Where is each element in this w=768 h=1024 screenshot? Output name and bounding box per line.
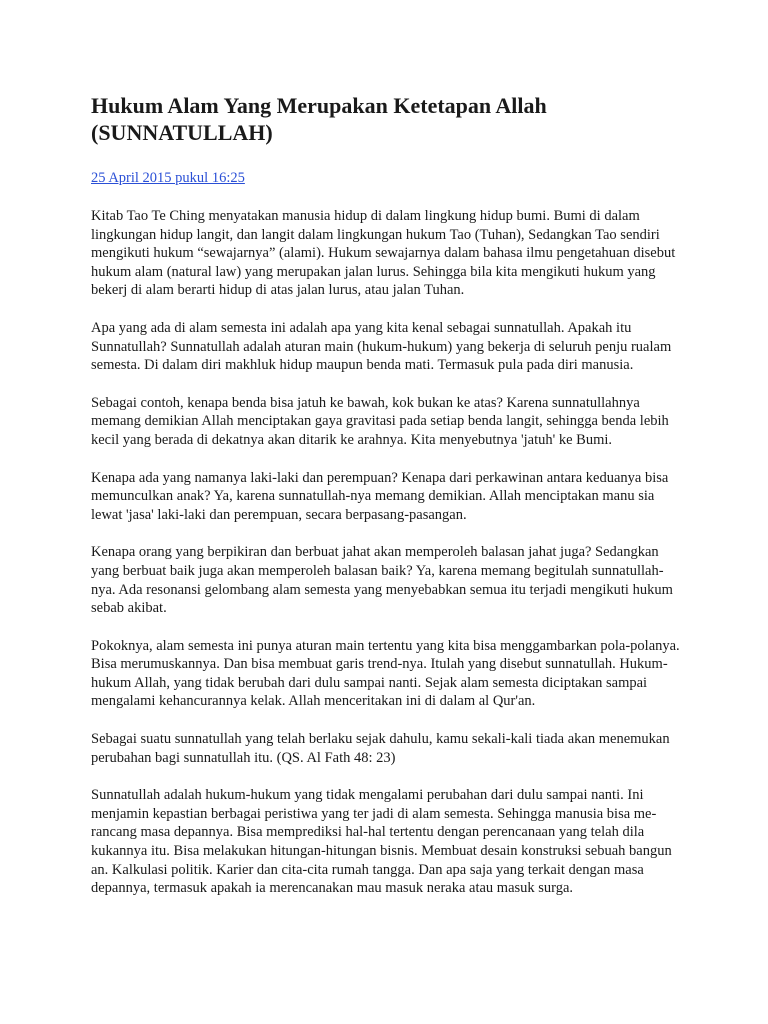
article-title-line-1: Hukum Alam Yang Merupakan Ketetapan Allah [91, 93, 547, 118]
article-title-line-2: (SUNNATULLAH) [91, 120, 273, 145]
paragraph-1: Kitab Tao Te Ching menyatakan manusia hidup di dalam lingkung hidup bumi. Bumi di dalam lingkungan hidup langit, dan langit dalam lingkungan hukum Tao (Tuhan), Sedangkan Tao sendiri mengikuti hukum “sewajarnya” (alami). Hukum sewajarnya dalam bahasa ilmu pengetahuan disebut hukum alam (natural law) yang merupakan jalan lurus. Sehingga bila kita mengikuti hukum yang bekerj di alam berarti hidup di atas jalan lurus, atau jalan Tuhan. [91, 208, 676, 299]
article [91, 92, 681, 917]
paragraph-8: Sunnatullah adalah hukum-hukum yang tidak mengalami perubahan dari dulu sampai nanti. Ini menjamin kepastian berbagai peristiwa yang ter jadi di alam semesta. Sehingga manusia bisa me-rancang masa depannya. Bisa memprediksi hal-hal tertentu dengan perencanaan yang telah dila kukannya itu. Bisa melakukan hitungan-hitungan bisnis. Membuat desain konstruksi sebuah bangun an. Kalkulasi politik. Karier dan cita-cita rumah tangga. Dan apa saja yang terkait dengan masa depannya, termasuk apakah ia merencanakan mau masuk neraka atau masuk surga. [91, 787, 672, 897]
post-date-link[interactable]: 25 April 2015 pukul 16:25 [91, 170, 245, 186]
paragraph-2: Apa yang ada di alam semesta ini adalah apa yang kita kenal sebagai sunnatullah. Apakah itu Sunnatullah? Sunnatullah adalah aturan main (hukum-hukum) yang bekerja di seluruh penju rualam semesta. Di dalam diri makhluk hidup maupun benda mati. Termasuk pula pada diri manusia. [91, 319, 672, 374]
paragraph-3: Sebagai contoh, kenapa benda bisa jatuh ke bawah, kok bukan ke atas? Karena sunnatullahnya memang demikian Allah menciptakan gaya gravitasi pada setiap benda langit, sehingga benda lebih kecil yang berada di dekatnya akan ditarik ke arahnya. Kita menyebutnya 'jatuh' ke Bumi. [91, 394, 669, 448]
paragraph-6: Pokoknya, alam semesta ini punya aturan main tertentu yang kita bisa menggambarkan pola-polanya. Bisa merumuskannya. Dan bisa membuat garis trend-nya. Itulah yang disebut sunnatullah. Hukum-hukum Allah, yang tidak berubah dari dulu sampai nanti. Sejak alam semesta diciptakan sampai mengalami kehancurannya kelak. Allah menceritakan ini di dalam al Qur'an. [91, 637, 680, 710]
paragraph-7: Sebagai suatu sunnatullah yang telah berlaku sejak dahulu, kamu sekali-kali tiada akan menemukan perubahan bagi sunnatullah itu. (QS. Al Fath 48: 23) [91, 731, 670, 766]
paragraph-4: Kenapa ada yang namanya laki-laki dan perempuan? Kenapa dari perkawinan antara keduanya bisa memunculkan anak? Ya, karena sunnatullah-nya memang demikian. Allah menciptakan manu sia lewat 'jasa' laki-laki dan perempuan, secara berpasang-pasangan. [91, 469, 669, 523]
article-title [91, 92, 681, 146]
paragraph-5: Kenapa orang yang berpikiran dan berbuat jahat akan memperoleh balasan jahat juga? Sedangkan yang berbuat baik juga akan memperoleh balasan baik? Ya, karena memang begitulah sunnatullah-nya. Ada resonansi gelombang alam semesta yang menyebabkan semua itu terjadi mengikuti hukum sebab akibat. [91, 544, 673, 617]
